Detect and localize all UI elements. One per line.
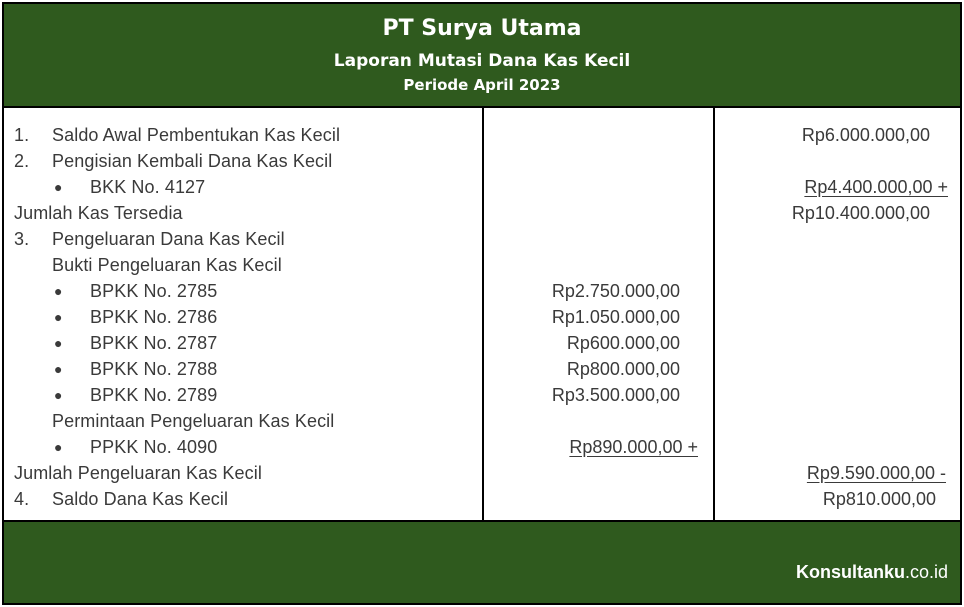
company-name: PT Surya Utama bbox=[382, 16, 582, 41]
list-item bbox=[4, 226, 482, 252]
bullet-icon: ● bbox=[54, 439, 63, 455]
report-period: Periode April 2023 bbox=[403, 76, 561, 94]
column-divider bbox=[482, 108, 484, 520]
item-label: BKK No. 4127 bbox=[90, 177, 206, 197]
list-item bbox=[4, 252, 482, 278]
bullet-icon: ● bbox=[54, 335, 63, 351]
report-title: Laporan Mutasi Dana Kas Kecil bbox=[333, 51, 631, 71]
list-item bbox=[4, 122, 482, 148]
item-label: Bukti Pengeluaran Kas Kecil bbox=[52, 255, 282, 275]
item-label: BPKK No. 2786 bbox=[90, 307, 218, 327]
amount-detail: Rp800.000,00 bbox=[566, 359, 680, 379]
list-item bbox=[4, 356, 482, 382]
amount-total: Rp4.400.000,00 + bbox=[804, 177, 948, 197]
brand-domain: .co.id bbox=[904, 562, 948, 582]
report-frame bbox=[2, 2, 962, 605]
column-divider bbox=[713, 108, 715, 520]
brand-name: Konsultanku bbox=[795, 562, 905, 582]
item-label: BPKK No. 2788 bbox=[90, 359, 218, 379]
amount-total: Rp6.000.000,00 bbox=[801, 125, 930, 145]
list-item bbox=[4, 408, 482, 434]
list-item bbox=[4, 174, 482, 200]
amount-detail: Rp3.500.000,00 bbox=[551, 385, 680, 405]
amount-detail: Rp1.050.000,00 bbox=[551, 307, 680, 327]
list-item bbox=[4, 460, 482, 486]
report-header bbox=[4, 4, 960, 108]
list-item bbox=[4, 434, 482, 460]
report-footer bbox=[4, 520, 960, 603]
list-item bbox=[4, 330, 482, 356]
item-label: BPKK No. 2787 bbox=[90, 333, 218, 353]
list-item bbox=[4, 304, 482, 330]
item-label: Jumlah Pengeluaran Kas Kecil bbox=[14, 463, 262, 483]
bullet-icon: ● bbox=[54, 179, 63, 195]
bullet-icon: ● bbox=[54, 361, 63, 377]
amount-detail: Rp600.000,00 bbox=[566, 333, 680, 353]
amount-detail: Rp890.000,00 + bbox=[569, 437, 698, 457]
list-item bbox=[4, 382, 482, 408]
item-label: BPKK No. 2789 bbox=[90, 385, 218, 405]
item-label: Jumlah Kas Tersedia bbox=[14, 203, 183, 223]
brand-logo bbox=[796, 562, 948, 583]
list-item bbox=[4, 200, 482, 226]
bullet-icon: ● bbox=[54, 283, 63, 299]
item-number: 3. bbox=[14, 229, 30, 249]
item-label: PPKK No. 4090 bbox=[90, 437, 218, 457]
amount-detail: Rp2.750.000,00 bbox=[551, 281, 680, 301]
amount-total: Rp9.590.000,00 - bbox=[806, 463, 946, 483]
item-number: 4. bbox=[14, 489, 30, 509]
report-body bbox=[4, 108, 960, 520]
list-item bbox=[4, 486, 482, 512]
list-item bbox=[4, 148, 482, 174]
bullet-icon: ● bbox=[54, 387, 63, 403]
bullet-icon: ● bbox=[54, 309, 63, 325]
item-label: Saldo Dana Kas Kecil bbox=[52, 489, 229, 509]
item-label: Saldo Awal Pembentukan Kas Kecil bbox=[52, 125, 341, 145]
amount-total: Rp810.000,00 bbox=[822, 489, 936, 509]
list-item bbox=[4, 278, 482, 304]
item-label: Permintaan Pengeluaran Kas Kecil bbox=[52, 411, 335, 431]
item-label: BPKK No. 2785 bbox=[90, 281, 218, 301]
item-number: 1. bbox=[14, 125, 30, 145]
amount-total: Rp10.400.000,00 bbox=[791, 203, 930, 223]
item-label: Pengeluaran Dana Kas Kecil bbox=[52, 229, 285, 249]
item-label: Pengisian Kembali Dana Kas Kecil bbox=[52, 151, 333, 171]
item-number: 2. bbox=[14, 151, 30, 171]
